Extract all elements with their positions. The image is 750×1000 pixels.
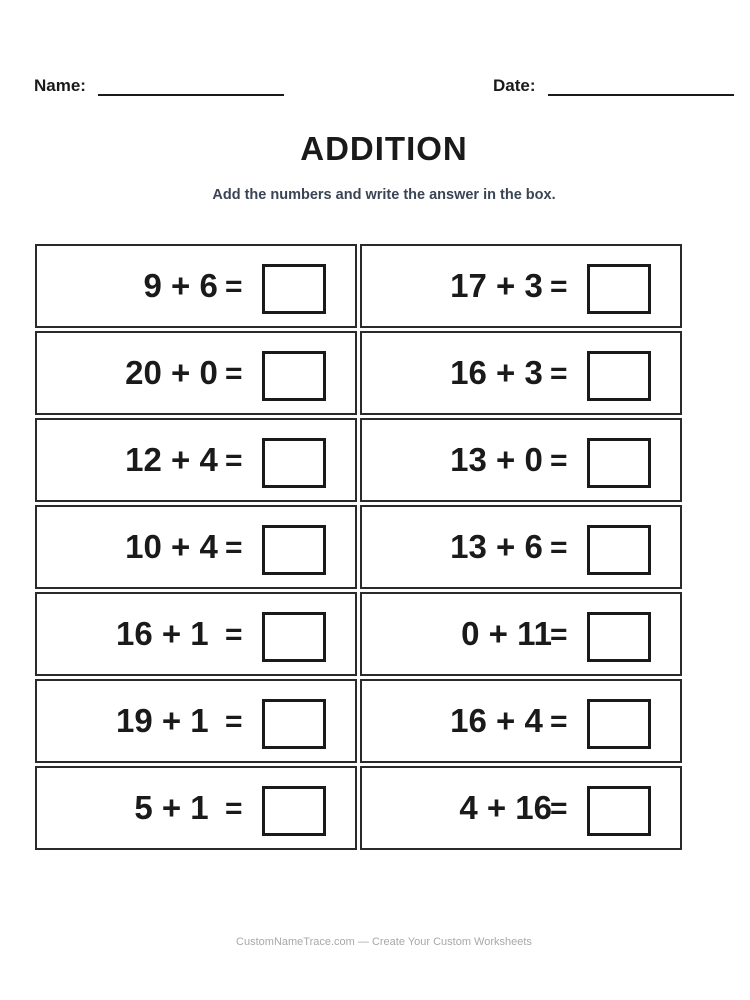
- problem-card: [35, 505, 357, 589]
- answer-box[interactable]: [587, 786, 651, 836]
- name-label: Name:: [34, 76, 86, 95]
- problem-card: [35, 592, 357, 676]
- date-field: [493, 76, 734, 96]
- problem-expression: 9 + 6: [143, 267, 227, 304]
- problem-card: [360, 679, 682, 763]
- date-label: Date:: [493, 76, 536, 95]
- answer-box[interactable]: [262, 264, 326, 314]
- equals-sign: =: [225, 792, 243, 825]
- equals-sign: =: [550, 357, 568, 390]
- problem-card: [35, 244, 357, 328]
- problem-expression: 20 + 0: [125, 354, 227, 391]
- answer-box[interactable]: [262, 525, 326, 575]
- answer-box[interactable]: [587, 612, 651, 662]
- equals-sign: =: [550, 531, 568, 564]
- problem-expression: 16 + 3: [450, 354, 552, 391]
- problem-card: [360, 592, 682, 676]
- answer-box[interactable]: [262, 438, 326, 488]
- equals-sign: =: [225, 270, 243, 303]
- problem-card: [360, 766, 682, 850]
- problem-card: [35, 679, 357, 763]
- answer-box[interactable]: [262, 351, 326, 401]
- problem-card: [360, 331, 682, 415]
- date-write-line[interactable]: [548, 80, 734, 96]
- answer-box[interactable]: [262, 699, 326, 749]
- problem-expression: 13 + 6: [450, 528, 552, 565]
- answer-box[interactable]: [587, 525, 651, 575]
- equals-sign: =: [225, 531, 243, 564]
- answer-box[interactable]: [587, 699, 651, 749]
- name-field: [34, 76, 284, 96]
- problem-expression: 0 + 11: [461, 615, 552, 652]
- worksheet-title: ADDITION: [300, 130, 468, 167]
- problem-card: [360, 505, 682, 589]
- problem-expression: 19 + 1: [115, 702, 227, 739]
- equals-sign: =: [550, 444, 568, 477]
- answer-box[interactable]: [587, 438, 651, 488]
- problem-card: [35, 331, 357, 415]
- equals-sign: =: [550, 618, 568, 651]
- problem-card: [360, 244, 682, 328]
- problem-card: [35, 766, 357, 850]
- answer-box[interactable]: [262, 612, 326, 662]
- equals-sign: =: [225, 357, 243, 390]
- equals-sign: =: [550, 792, 568, 825]
- problem-expression: 10 + 4: [125, 528, 227, 565]
- name-write-line[interactable]: [98, 80, 284, 96]
- answer-box[interactable]: [262, 786, 326, 836]
- equals-sign: =: [225, 705, 243, 738]
- problem-expression: 17 + 3: [450, 267, 552, 304]
- equals-sign: =: [550, 270, 568, 303]
- answer-box[interactable]: [587, 351, 651, 401]
- header-row: [34, 76, 738, 100]
- equals-sign: =: [225, 444, 243, 477]
- equals-sign: =: [550, 705, 568, 738]
- problem-expression: 12 + 4: [125, 441, 227, 478]
- equals-sign: =: [225, 618, 243, 651]
- problem-expression: 5 + 1: [134, 789, 227, 826]
- problem-expression: 16 + 1: [115, 615, 227, 652]
- problem-expression: 16 + 4: [450, 702, 552, 739]
- problem-expression: 4 + 16: [459, 789, 552, 826]
- answer-box[interactable]: [587, 264, 651, 314]
- problem-card: [35, 418, 357, 502]
- footer-credit: CustomNameTrace.com — Create Your Custom Worksheets: [236, 936, 532, 948]
- worksheet-instructions: Add the numbers and write the answer in the box.: [212, 187, 556, 203]
- problem-expression: 13 + 0: [450, 441, 552, 478]
- problem-card: [360, 418, 682, 502]
- problem-grid: [35, 244, 682, 850]
